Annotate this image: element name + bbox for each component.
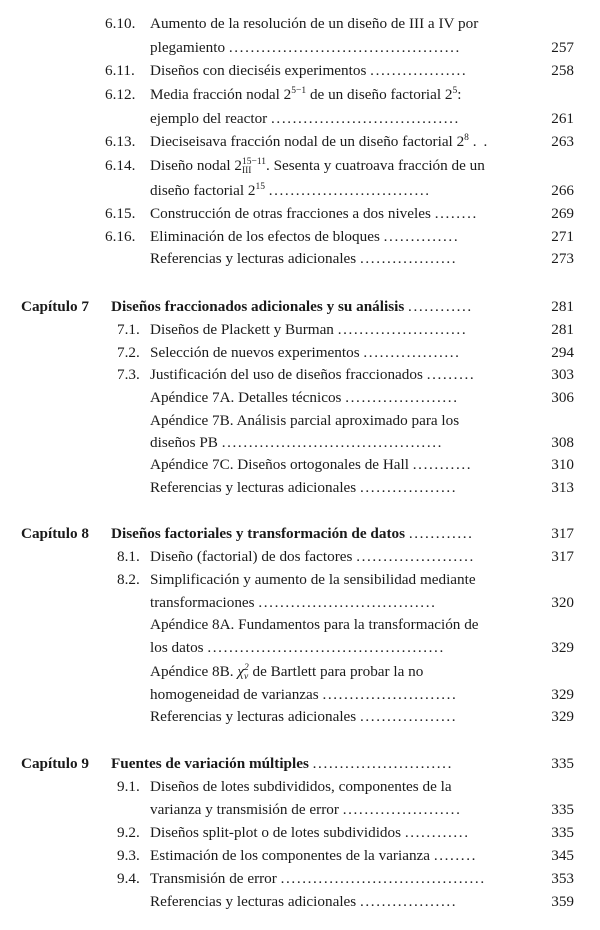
chapter-label: Capítulo 9 xyxy=(21,755,89,772)
section-title-cont: homogeneidad de varianzas xyxy=(150,686,319,703)
toc-entry-6-16 xyxy=(0,226,600,248)
page-number: 329 xyxy=(551,708,574,725)
section-title: Apéndice 8A. Fundamentos para la transformación de xyxy=(150,616,479,633)
leader-dots: ...................................... xyxy=(280,870,486,887)
section-title: Diseño nodal 2 15−11 III . Sesenta y cuatroava fracción de un xyxy=(150,156,485,176)
section-title: Apéndice 7C. Diseños ortogonales de Hall xyxy=(150,456,409,473)
chapter-title: Diseños factoriales y transformación de datos xyxy=(111,525,406,542)
toc-entry-7-1 xyxy=(0,319,600,341)
page-number: 335 xyxy=(551,801,574,818)
section-title-cont: transformaciones xyxy=(150,594,255,611)
section-number: 9.2. xyxy=(117,824,140,841)
section-title: Media fracción nodal $2^{5-1}$ de un diseño factorial $2^5$: xyxy=(150,85,462,103)
chapter-title: Fuentes de variación múltiples xyxy=(111,755,309,772)
section-number: 6.15. xyxy=(105,205,136,222)
toc-entry-6-13 xyxy=(0,131,600,153)
leader-dots: ......................... xyxy=(322,686,458,703)
section-number: 9.4. xyxy=(117,870,140,887)
leader-dots: ...................... xyxy=(356,548,475,565)
toc-entry-6-12 xyxy=(0,84,600,106)
page-number: 345 xyxy=(551,847,574,864)
leader-dots: ........... xyxy=(412,456,473,473)
section-title: Eliminación de los efectos de bloques xyxy=(150,228,380,245)
section-title-cont: ejemplo del reactor xyxy=(150,110,268,127)
leader-dots: ......................................... xyxy=(221,434,444,451)
page-number: 269 xyxy=(551,205,574,222)
toc-entry-appendix-7a xyxy=(0,387,600,409)
chapter-title: Diseños fraccionados adicionales y su análisis xyxy=(111,298,405,315)
leader-dots: ............ xyxy=(408,298,473,315)
section-number: 8.1. xyxy=(117,548,140,565)
leader-dots: ........ xyxy=(434,205,478,222)
page-number: 273 xyxy=(551,250,574,267)
section-title: Justificación del uso de diseños fraccionados xyxy=(150,366,423,383)
section-number: 6.14. xyxy=(105,157,136,174)
chapter-label: Capítulo 8 xyxy=(21,525,89,542)
section-number: 8.2. xyxy=(117,571,140,588)
section-number: 9.1. xyxy=(117,778,140,795)
section-title: Diseños split-plot o de lotes subdivididos xyxy=(150,824,402,841)
page-number: 308 xyxy=(551,434,574,451)
leader-dots: ................................. xyxy=(258,594,437,611)
section-title-cont: diseño factorial $2^{15}$ xyxy=(150,181,265,199)
page-number: 353 xyxy=(551,870,574,887)
toc-entry-9-1 xyxy=(0,776,600,798)
leader-dots: ............ xyxy=(404,824,470,841)
section-title-cont: los datos xyxy=(150,639,204,656)
leader-dots: .............................. xyxy=(268,182,431,199)
section-title: Apéndice 7B. Análisis parcial aproximado para los xyxy=(150,412,460,429)
section-title: Referencias y lecturas adicionales xyxy=(150,893,357,910)
leader-dots: .......................... xyxy=(312,755,453,772)
section-number: 7.2. xyxy=(117,344,140,361)
toc-entry-9-2 xyxy=(0,822,600,844)
section-title: Referencias y lecturas adicionales xyxy=(150,708,357,725)
leader-dots: .................. xyxy=(360,708,458,725)
section-title: Dieciseisava fracción nodal de un diseño factorial $2^8$ xyxy=(150,132,469,150)
toc-entry-appendix-8b xyxy=(0,661,600,683)
page-number: 257 xyxy=(551,39,574,56)
leader-dots: ......... xyxy=(426,366,476,383)
section-number: 7.1. xyxy=(117,321,140,338)
page-number: 294 xyxy=(551,344,574,361)
page-number: 261 xyxy=(551,110,574,127)
section-number: 6.16. xyxy=(105,228,136,245)
section-title: Diseños de lotes subdivididos, componentes de la xyxy=(150,778,452,795)
toc-entry-9-4 xyxy=(0,868,600,890)
page-number: 310 xyxy=(551,456,574,473)
section-number: 7.3. xyxy=(117,366,140,383)
page-number: 266 xyxy=(551,182,574,199)
page-number: 329 xyxy=(551,686,574,703)
toc-chapter-7 xyxy=(0,296,600,318)
page-number: 329 xyxy=(551,639,574,656)
page-number: 271 xyxy=(551,228,574,245)
section-title: Simplificación y aumento de la sensibilidad mediante xyxy=(150,571,476,588)
section-number: 6.12. xyxy=(105,86,136,103)
leader-dots: ................................... xyxy=(271,110,460,127)
leader-dots: . . xyxy=(472,133,489,150)
page-number: 317 xyxy=(551,525,574,542)
leader-dots: .................. xyxy=(360,893,458,910)
section-title: Aumento de la resolución de un diseño de III a IV por xyxy=(150,15,479,32)
page-number: 303 xyxy=(551,366,574,383)
section-title: Referencias y lecturas adicionales xyxy=(150,479,357,496)
toc-entry-appendix-7b xyxy=(0,410,600,432)
page-number: 258 xyxy=(551,62,574,79)
section-title: Construcción de otras fracciones a dos niveles xyxy=(150,205,431,222)
page-number: 313 xyxy=(551,479,574,496)
page-number: 263 xyxy=(551,133,574,150)
leader-dots: ........ xyxy=(433,847,478,864)
leader-dots: ..................... xyxy=(345,389,459,406)
page-number: 320 xyxy=(551,594,574,611)
toc-chapter-8 xyxy=(0,523,600,545)
leader-dots: .................. xyxy=(370,62,468,79)
leader-dots: ............ xyxy=(408,525,474,542)
toc-entry-references-9 xyxy=(0,891,600,913)
toc-entry-6-15 xyxy=(0,203,600,225)
page-number: 281 xyxy=(551,298,574,315)
toc-entry-6-14 xyxy=(0,155,600,177)
toc-entry-6-14-cont xyxy=(0,180,600,202)
section-title: Selección de nuevos experimentos xyxy=(150,344,360,361)
section-number: 6.10. xyxy=(105,15,136,32)
section-title-cont: varianza y transmisión de error xyxy=(150,801,339,818)
leader-dots: ............................................ xyxy=(207,639,445,656)
toc-entry-8-2-cont xyxy=(0,592,600,614)
toc-entry-8-1 xyxy=(0,546,600,568)
page-number: 335 xyxy=(551,824,574,841)
section-title: Diseños de Plackett y Burman xyxy=(150,321,334,338)
toc-entry-9-1-cont xyxy=(0,799,600,821)
page-number: 317 xyxy=(551,548,574,565)
leader-dots: .................. xyxy=(360,479,458,496)
toc-entry-6-12-cont xyxy=(0,108,600,130)
toc-entry-7-2 xyxy=(0,342,600,364)
section-title: Diseño (factorial) de dos factores xyxy=(150,548,353,565)
toc-entry-appendix-8a xyxy=(0,614,600,636)
toc-entry-8-2 xyxy=(0,569,600,591)
toc-entry-references-8 xyxy=(0,706,600,728)
section-title-cont: diseños PB xyxy=(150,434,218,451)
page-number: 359 xyxy=(551,893,574,910)
toc-entry-6-11 xyxy=(0,60,600,82)
toc-entry-appendix-8a-cont xyxy=(0,637,600,659)
toc-entry-appendix-7c xyxy=(0,454,600,476)
chapter-label: Capítulo 7 xyxy=(21,298,89,315)
leader-dots: .............. xyxy=(383,228,460,245)
page-number: 281 xyxy=(551,321,574,338)
toc-entry-7-3 xyxy=(0,364,600,386)
leader-dots: ........................................... xyxy=(228,39,461,56)
toc-entry-6-10-cont xyxy=(0,37,600,59)
section-title-cont: plegamiento xyxy=(150,39,226,56)
section-title: Referencias y lecturas adicionales xyxy=(150,250,357,267)
toc-entry-appendix-8b-cont xyxy=(0,684,600,706)
page-number: 335 xyxy=(551,755,574,772)
section-number: 9.3. xyxy=(117,847,140,864)
toc-entry-references-6 xyxy=(0,248,600,270)
leader-dots: .................. xyxy=(363,344,461,361)
leader-dots: ...................... xyxy=(342,801,462,818)
toc-entry-appendix-7b-cont xyxy=(0,432,600,454)
leader-dots: .................. xyxy=(360,250,458,267)
leader-dots: ........................ xyxy=(337,321,468,338)
toc-entry-9-3 xyxy=(0,845,600,867)
section-title: Estimación de los componentes de la varianza xyxy=(150,847,431,864)
toc-chapter-9 xyxy=(0,753,600,775)
section-number: 6.11. xyxy=(105,62,135,79)
page-number: 306 xyxy=(551,389,574,406)
section-title: Apéndice 8B. χ 2 ν de Bartlett para probar la no xyxy=(150,662,424,682)
section-number: 6.13. xyxy=(105,133,136,150)
toc-entry-6-10 xyxy=(0,13,600,35)
section-title: Transmisión de error xyxy=(150,870,277,887)
section-title: Diseños con dieciséis experimentos xyxy=(150,62,367,79)
section-title: Apéndice 7A. Detalles técnicos xyxy=(150,389,342,406)
toc-entry-references-7 xyxy=(0,477,600,499)
